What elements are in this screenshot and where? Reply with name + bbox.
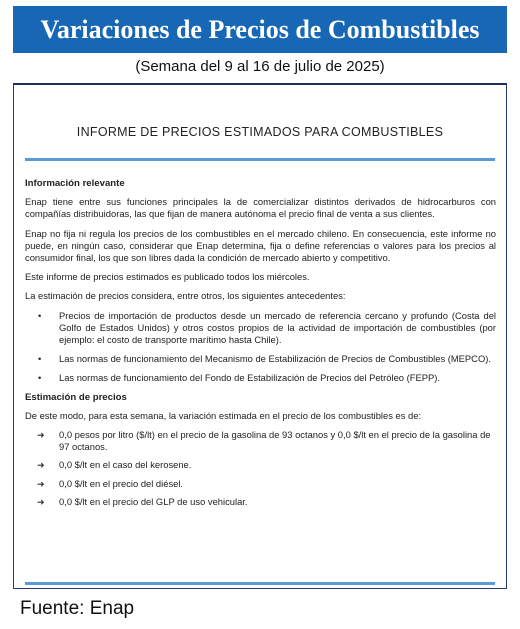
bullet-dot-icon: • [38,372,42,384]
list-item [25,310,496,347]
week-subtitle: (Semana del 9 al 16 de julio de 2025) [135,58,385,75]
list-item [25,353,496,365]
antecedents-list [25,310,496,385]
arrow-right-icon: ➜ [37,478,45,489]
list-item [25,429,496,453]
report-content [25,178,496,514]
top-divider [25,158,495,161]
list-item-text: 0,0 $/lt en el caso del kerosene. [59,459,192,471]
arrow-right-icon: ➜ [37,430,45,441]
report-title: INFORME DE PRECIOS ESTIMADOS PARA COMBUSTIBLES [76,125,444,139]
paragraph-1: Enap tiene entre sus funciones principales la de comercializar distintos derivados de hidrocarburos con compañías distribuidoras, las que fijan de manera autónoma el precio final de venta a sus clientes. [25,196,496,220]
arrow-right-icon: ➜ [37,496,45,507]
bottom-divider [25,582,495,585]
paragraph-2: Enap no fija ni regula los precios de los combustibles en el mercado chileno. En consecuencia, este informe no puede, en ningún caso, considerar que Enap determina, fija o define referencias o valores para los precios al consumidor final, los que son libres dada la condición de mercado abierto y competitivo. [25,227,496,264]
list-item-text: 0,0 $/lt en el precio del diésel. [59,477,184,489]
list-item-text: Las normas de funcionamiento del Mecanismo de Estabilización de Precios de Combustibles (MEPCO). [59,353,491,365]
list-item-text: 0,0 pesos por litro ($/lt) en el precio de la gasolina de 93 octanos y 0,0 $/lt en el precio de la gasolina de 97 octanos. [59,429,491,453]
list-item-text: 0,0 $/lt en el precio del GLP de uso vehicular. [59,495,248,507]
bullet-dot-icon: • [38,353,42,365]
bullet-dot-icon: • [38,309,42,321]
list-item [25,478,496,490]
section-heading-price-estimate: Estimación de precios [25,391,127,403]
paragraph-4: La estimación de precios considera, entre otros, los siguientes antecedentes: [25,290,346,302]
list-item [25,459,496,471]
list-item-text: Las normas de funcionamiento del Fondo de Estabilización de Precios del Petróleo (FEPP). [59,372,440,384]
source-caption: Fuente: Enap [20,598,135,619]
section-heading-relevant-info: Información relevante [25,178,125,189]
estimate-intro: De este modo, para esta semana, la variación estimada en el precio de los combustibles es de: [25,409,422,421]
price-variation-list [25,429,496,508]
list-item [25,372,496,384]
report-frame [13,83,507,589]
list-item [25,496,496,508]
list-item-text: Precios de importación de productos desde un mercado de referencia cercano y profundo (Costa del Golfo de Estados Unidos) y otros costos propios de la actividad de importación de combustibles (por ejemplo: el costo de transporte marítimo hasta Chile). [59,309,496,346]
arrow-right-icon: ➜ [37,460,45,471]
banner-title: Variaciones de Precios de Combustibles [13,6,507,53]
paragraph-3: Este informe de precios estimados es publicado todos los miércoles. [25,271,310,283]
